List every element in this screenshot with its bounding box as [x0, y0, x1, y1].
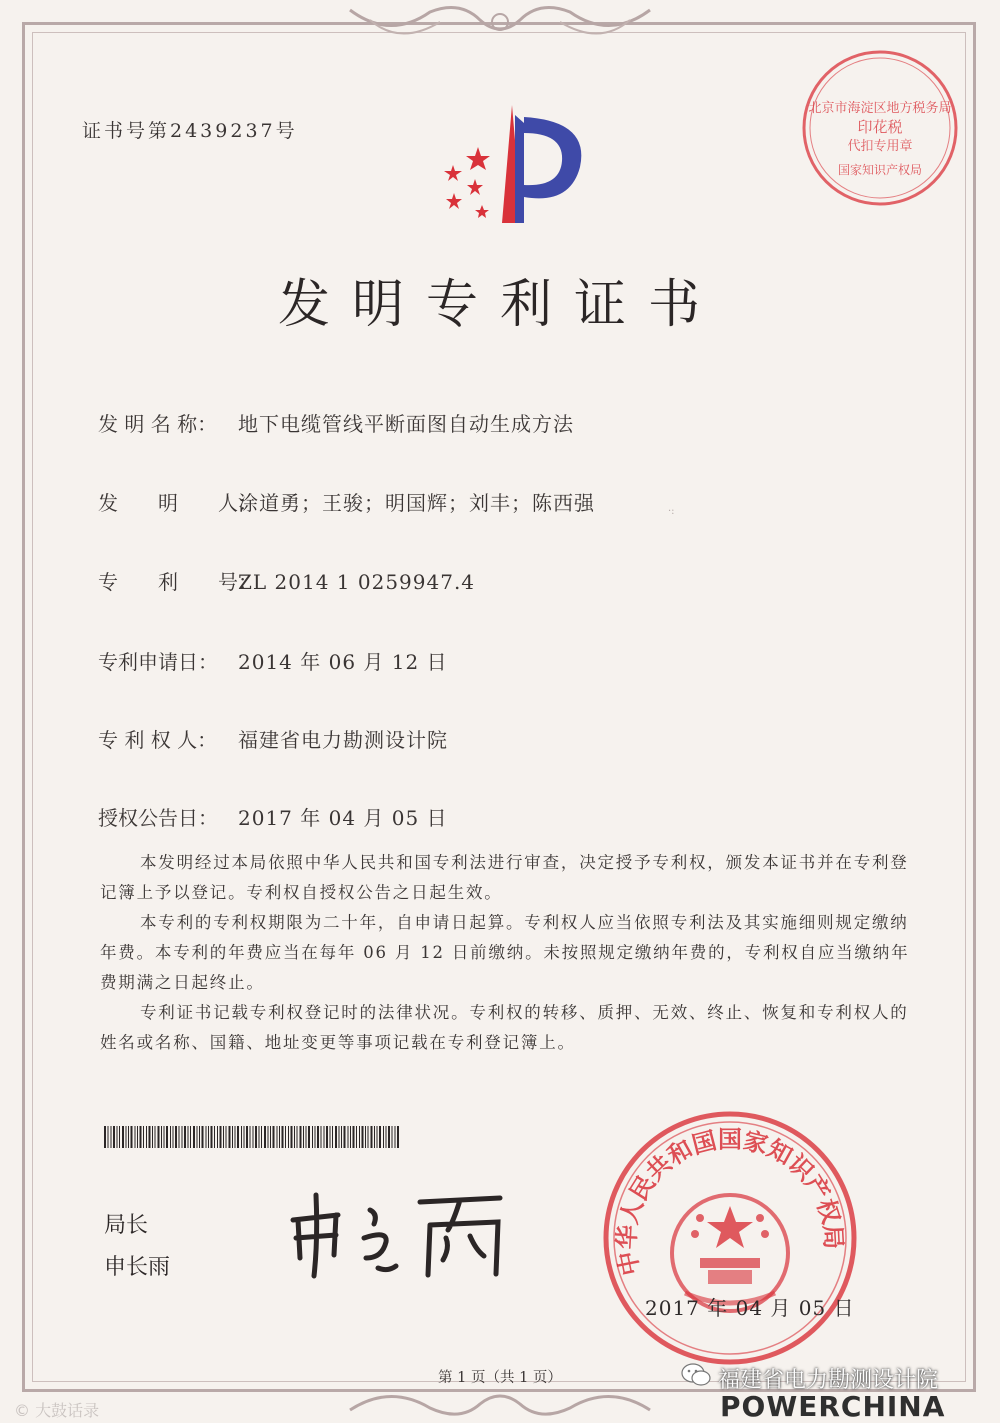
body-paragraph-1: 本发明经过本局依照中华人民共和国专利法进行审查，决定授予专利权，颁发本证书并在专利登记簿上予以登记。专利权自授权公告之日起生效。 [100, 853, 909, 902]
patent-office-seal-icon [600, 1108, 860, 1368]
body-paragraph-2: 本专利的专利权期限为二十年，自申请日起算。专利权人应当依照专利法及其实施细则规定缴纳年费。本专利的年费应当在每年 06 月 12 日前缴纳。未按照规定缴纳年费的，专利权自应当缴纳年费期满之日起终止。 [100, 913, 910, 992]
svg-text:代扣专用章: 代扣专用章 [847, 139, 913, 154]
application-date-label: 专利申请日： [98, 650, 218, 674]
invention-name-value: 地下电缆管线平断面图自动生成方法 [238, 412, 574, 436]
patentee-field [98, 724, 448, 753]
svg-text:国家知识产权局: 国家知识产权局 [837, 163, 923, 177]
watermark-left: © 大鼓话录 [14, 1401, 100, 1420]
invention-name-label: 发 明 名 称： [98, 412, 218, 436]
grant-date-field [98, 802, 448, 831]
body-paragraph-3: 专利证书记载专利权登记时的法律状况。专利权的转移、质押、无效、终止、恢复和专利权人的姓名或名称、国籍、地址变更等事项记载在专利登记簿上。 [100, 1003, 909, 1052]
patent-number-value: ZL 2014 1 0259947.4 [238, 570, 476, 594]
wechat-icon [681, 1362, 711, 1388]
patent-number-label: 专 利 号： [98, 570, 258, 594]
inventors-field [98, 487, 595, 516]
barcode-icon [104, 1126, 400, 1148]
svg-text:印花税: 印花税 [857, 118, 903, 136]
patentee-label: 专 利 权 人： [98, 728, 218, 752]
top-ornament-icon [330, 0, 670, 48]
grant-date-label: 授权公告日： [98, 806, 218, 830]
patent-number-field [98, 566, 475, 595]
certificate-title: 发明专利证书 [277, 275, 722, 335]
watermark-brand: POWERCHINA [720, 1390, 946, 1423]
patentee-value: 福建省电力勘测设计院 [238, 728, 448, 752]
paper-smudge: ·: [668, 506, 675, 517]
patent-office-logo-icon [420, 95, 600, 235]
application-date-value: 2014 年 06 月 12 日 [238, 650, 448, 674]
svg-text:北京市海淀区地方税务局: 北京市海淀区地方税务局 [808, 101, 952, 116]
seal-date: 2017 年 04 月 05 日 [645, 1296, 855, 1320]
director-title: 局长 [104, 1213, 149, 1238]
page-number: 第 1 页（共 1 页） [438, 1370, 562, 1386]
certificate-body [100, 848, 910, 1058]
invention-name-field [98, 408, 574, 437]
application-date-field [98, 646, 448, 675]
inventors-label: 发 明 人： [98, 491, 258, 515]
director-name: 申长雨 [104, 1255, 171, 1280]
watermark-organization: 福建省电力勘测设计院 [718, 1368, 939, 1393]
seal-text: 中华人民共和国国家知识产权局 [612, 1125, 848, 1278]
certificate-number: 证书号第2439237号 [82, 120, 298, 142]
inventors-value: 涂道勇；王骏；明国辉；刘丰；陈西强 [238, 491, 595, 515]
director-signature [278, 1180, 518, 1280]
grant-date-value: 2017 年 04 月 05 日 [238, 806, 448, 830]
tax-seal-icon [796, 44, 964, 212]
